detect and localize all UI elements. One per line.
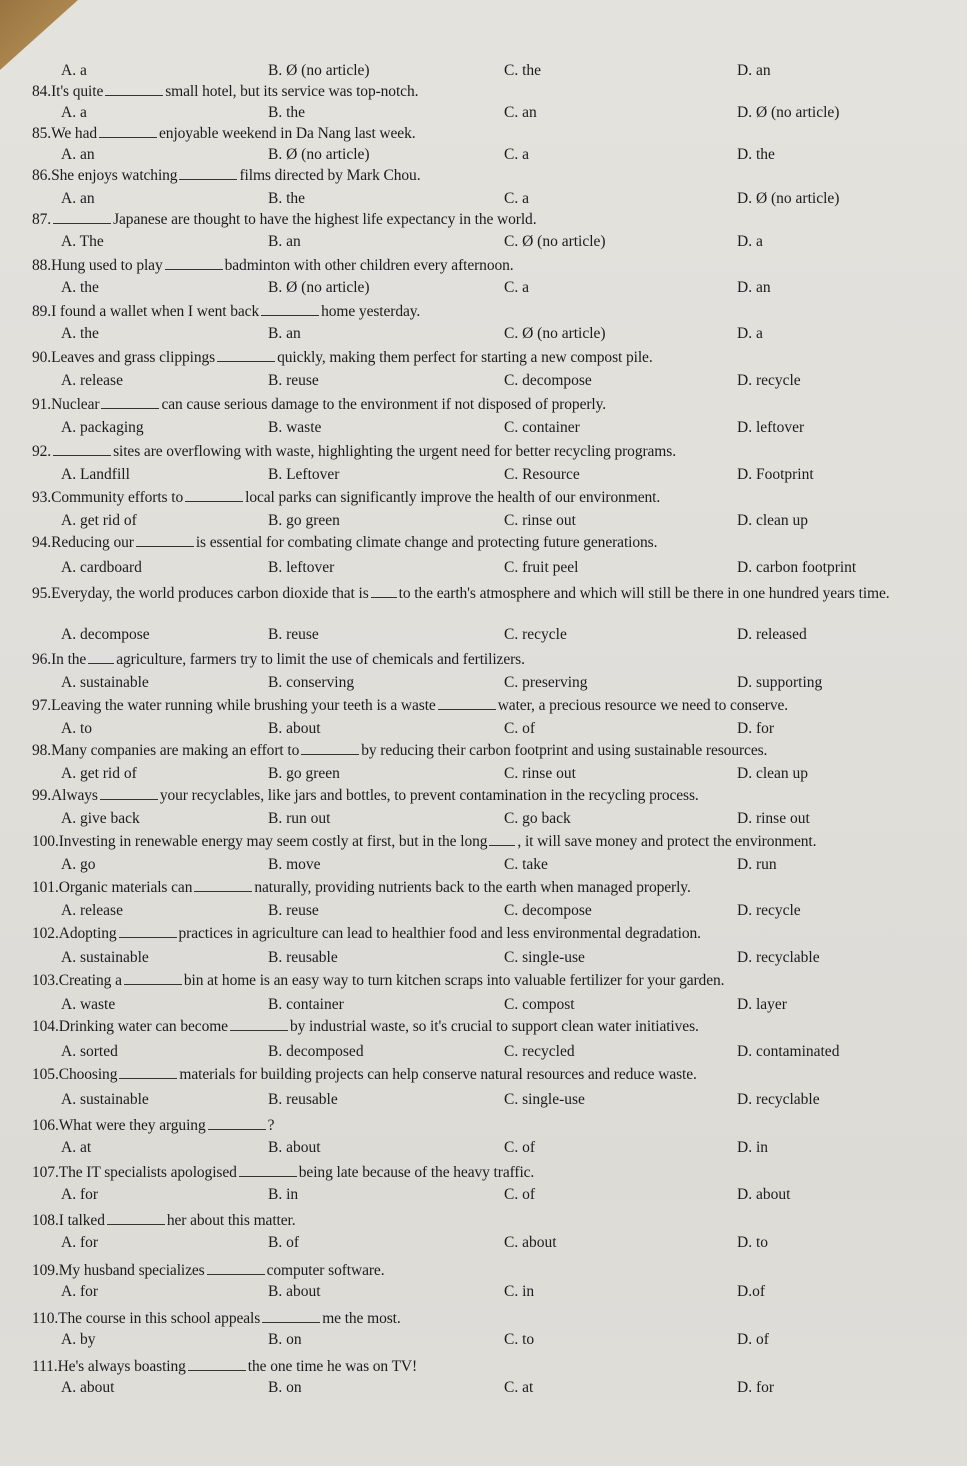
question-number: 91. [32,396,52,413]
question-86 [32,167,420,185]
option-b: B. reuse [268,372,319,389]
question-text-after: naturally, providing nutrients back to the earth when managed properly. [254,879,691,896]
options-row [0,996,967,1016]
question-number: 96. [32,651,52,668]
option-b: B. go green [268,512,340,529]
option-b: B. Ø (no article) [268,62,370,79]
question-text-before: Leaves and grass clippings [51,349,216,366]
answer-blank [119,925,177,938]
option-d: D. Ø (no article) [737,104,840,121]
question-text-before: Adopting [58,925,117,942]
option-d: D. run [737,856,777,873]
option-b: B. waste [268,419,322,436]
options-row [0,720,967,740]
question-text-after: enjoyable weekend in Da Nang last week. [159,125,416,142]
answer-blank [489,833,515,846]
question-85 [32,125,416,143]
leading-options-row [0,62,967,82]
option-d: D. layer [737,996,787,1013]
option-d: D. released [737,626,807,643]
option-d: D. about [737,1186,791,1203]
option-c: C. Resource [504,466,580,483]
question-text-after: badminton with other children every afternoon. [224,257,514,274]
option-a: A. go [61,856,96,873]
option-d: D. the [737,146,775,163]
option-a: A. an [61,190,95,207]
question-text-before: She enjoys watching [51,167,178,184]
option-b: B. reusable [268,949,338,966]
option-c: C. single-use [504,1091,585,1108]
answer-blank [261,303,319,316]
question-text-after: local parks can significantly improve the health of our environment. [245,489,661,506]
question-93 [32,489,660,507]
option-c: C. compost [504,996,575,1013]
question-text-after: , it will save money and protect the environment. [517,833,817,850]
question-99 [32,787,699,805]
option-a: A. an [61,146,95,163]
option-a: A. release [61,372,123,389]
options-row [0,674,967,694]
question-text-before: Leaving the water running while brushing your teeth is a waste [51,697,436,714]
option-b: B. decomposed [268,1043,364,1060]
option-a: A. sorted [61,1043,118,1060]
option-a: A. get rid of [61,512,137,529]
options-row [0,1186,967,1206]
option-c: C. preserving [504,674,588,691]
question-number: 86. [32,167,52,184]
answer-blank [371,585,397,598]
question-text-after: practices in agriculture can lead to healthier food and less environmental degradation. [178,925,701,942]
answer-blank [185,489,243,502]
option-b: B. an [268,233,301,250]
question-text-after: bin at home is an easy way to turn kitchen scraps into valuable fertilizer for your garden. [183,972,725,989]
options-row [0,765,967,785]
option-a: A. a [61,62,87,79]
options-row [0,512,967,532]
question-number: 109. [32,1262,59,1279]
question-number: 95. [32,585,52,602]
option-d: D. of [737,1331,769,1348]
option-d: D. recyclable [737,949,820,966]
option-c: C. the [504,62,542,79]
option-d: D. clean up [737,512,809,529]
question-number: 94. [32,534,52,551]
options-row [0,1379,967,1399]
question-98 [32,742,767,760]
options-row [0,1139,967,1159]
question-text-after: home yesterday. [321,303,421,320]
answer-blank [194,879,252,892]
question-89 [32,303,420,321]
option-c: C. decompose [504,902,592,919]
question-number: 93. [32,489,52,506]
option-c: C. take [504,856,548,873]
answer-blank [105,83,163,96]
question-number: 111. [32,1358,58,1375]
answer-blank [208,1117,266,1130]
question-105 [32,1066,697,1084]
options-row [0,466,967,486]
options-row [0,626,967,646]
answer-blank [239,1164,297,1177]
option-d: D. an [737,62,771,79]
question-number: 92. [32,443,52,460]
option-d: D. recycle [737,372,801,389]
question-text-before: My husband specializes [58,1262,205,1279]
question-text-before: The course in this school appeals [58,1310,261,1327]
option-d: D. contaminated [737,1043,840,1060]
options-row [0,1043,967,1063]
option-b: B. Leftover [268,466,340,483]
option-d: D. recyclable [737,1091,820,1108]
question-number: 84. [32,83,52,100]
question-text-after: small hotel, but its service was top-notch. [165,83,419,100]
answer-blank [165,257,223,270]
question-text-after: your recyclables, like jars and bottles, to prevent contamination in the recycling process. [159,787,699,804]
option-c: C. recycled [504,1043,575,1060]
option-c: C. container [504,419,580,436]
question-text-after: being late because of the heavy traffic. [298,1164,535,1181]
option-a: A. for [61,1234,99,1251]
question-text-after: the one time he was on TV! [247,1358,418,1375]
option-a: A. get rid of [61,765,137,782]
question-text-before: Everyday, the world produces carbon dioxide that is [51,585,369,602]
question-91 [32,396,606,414]
option-a: A. the [61,325,99,342]
option-b: B. conserving [268,674,355,691]
option-c: C. a [504,279,529,296]
question-number: 108. [32,1212,59,1229]
option-b: B. about [268,1139,321,1156]
question-101 [32,879,691,897]
options-row [0,419,967,439]
question-text-after: agriculture, farmers try to limit the use of chemicals and fertilizers. [116,651,525,668]
question-text-before: Many companies are making an effort to [51,742,300,759]
question-number: 107. [32,1164,59,1181]
answer-blank [179,167,237,180]
option-c: C. in [504,1283,535,1300]
option-b: B. move [268,856,321,873]
option-a: A. the [61,279,99,296]
options-row [0,146,967,166]
option-b: B. the [268,190,306,207]
question-text-after: her about this matter. [166,1212,296,1229]
question-104 [32,1018,699,1036]
question-number: 99. [32,787,52,804]
option-b: B. run out [268,810,331,827]
question-text-before: I found a wallet when I went back [51,303,260,320]
option-b: B. on [268,1379,302,1396]
option-c: C. Ø (no article) [504,325,606,342]
option-c: C. of [504,1186,535,1203]
option-c: C. of [504,720,535,737]
question-text-after: materials for building projects can help conserve natural resources and reduce waste. [179,1066,697,1083]
option-a: A. give back [61,810,140,827]
question-109 [32,1262,384,1280]
question-text-after: by industrial waste, so it's crucial to support clean water initiatives. [289,1018,699,1035]
question-number: 88. [32,257,52,274]
question-text-before: Nuclear [51,396,100,413]
option-c: C. a [504,146,529,163]
option-b: B. Ø (no article) [268,146,370,163]
question-text-after: computer software. [266,1262,385,1279]
question-text-after: ? [267,1117,275,1134]
question-number: 106. [32,1117,59,1134]
question-110 [32,1310,401,1328]
option-d: D. supporting [737,674,823,691]
option-c: C. decompose [504,372,592,389]
option-a: A. sustainable [61,1091,149,1108]
question-87 [32,211,536,229]
option-d: D. carbon footprint [737,559,857,576]
option-b: B. an [268,325,301,342]
option-d: D. to [737,1234,768,1251]
option-b: B. reuse [268,626,319,643]
options-row [0,810,967,830]
options-row [0,104,967,124]
question-text-before: The IT specialists apologised [58,1164,237,1181]
options-row [0,949,967,969]
option-b: B. the [268,104,306,121]
question-94 [32,534,657,552]
question-text-after: me the most. [322,1310,401,1327]
question-103 [32,972,724,990]
question-text-after: to the earth's atmosphere and which will still be there in one hundred years time. [398,585,890,602]
question-text-before: Community efforts to [51,489,184,506]
answer-blank [119,1066,177,1079]
option-d: D. in [737,1139,768,1156]
question-number: 98. [32,742,52,759]
options-row [0,1091,967,1111]
option-a: A. a [61,104,87,121]
option-a: A. about [61,1379,115,1396]
answer-blank [262,1310,320,1323]
question-text-before: He's always boasting [57,1358,186,1375]
question-text-before: We had [51,125,98,142]
option-d: D. a [737,325,763,342]
option-b: B. on [268,1331,302,1348]
answer-blank [124,972,182,985]
option-a: A. for [61,1283,99,1300]
question-number: 103. [32,972,59,989]
question-number: 104. [32,1018,59,1035]
option-c: C. about [504,1234,557,1251]
option-c: C. rinse out [504,512,576,529]
answer-blank [207,1262,265,1275]
question-number: 87. [32,211,52,228]
question-95 [32,582,947,606]
option-a: A. to [61,720,92,737]
question-number: 110. [32,1310,59,1327]
option-c: C. recycle [504,626,567,643]
answer-blank [101,396,159,409]
question-text-before: I talked [58,1212,105,1229]
answer-blank [301,742,359,755]
question-text-before: Always [51,787,98,804]
option-d: D.of [737,1283,765,1300]
option-b: B. about [268,720,321,737]
option-c: C. to [504,1331,535,1348]
option-d: D. rinse out [737,810,810,827]
question-96 [32,651,525,669]
answer-blank [53,211,111,224]
question-text-before: It's quite [51,83,104,100]
answer-blank [53,443,111,456]
option-c: C. an [504,104,537,121]
option-b: B. leftover [268,559,335,576]
question-text-after: quickly, making them perfect for starting a new compost pile. [277,349,653,366]
question-90 [32,349,653,367]
option-d: D. for [737,720,775,737]
option-d: D. Footprint [737,466,814,483]
option-d: D. clean up [737,765,809,782]
option-a: A. sustainable [61,674,149,691]
question-84 [32,83,418,101]
question-text-before: What were they arguing [58,1117,206,1134]
options-row [0,233,967,253]
option-a: A. release [61,902,123,919]
question-text-before: Reducing our [51,534,134,551]
options-row [0,856,967,876]
question-text-before: In the [51,651,87,668]
option-a: A. cardboard [61,559,142,576]
options-row [0,279,967,299]
option-b: B. reuse [268,902,319,919]
question-107 [32,1164,534,1182]
option-c: C. at [504,1379,534,1396]
question-text-after: can cause serious damage to the environment if not disposed of properly. [161,396,607,413]
answer-blank [100,787,158,800]
question-number: 90. [32,349,52,366]
option-d: D. a [737,233,763,250]
option-a: A. by [61,1331,96,1348]
option-c: C. single-use [504,949,585,966]
option-a: A. sustainable [61,949,149,966]
question-text-before: Creating a [58,972,122,989]
options-row [0,325,967,345]
question-102 [32,925,701,943]
option-c: C. Ø (no article) [504,233,606,250]
option-d: D. Ø (no article) [737,190,840,207]
question-number: 85. [32,125,52,142]
question-106 [32,1117,274,1135]
option-b: B. container [268,996,344,1013]
question-number: 100. [32,833,59,850]
option-d: D. leftover [737,419,805,436]
option-c: C. a [504,190,529,207]
question-text-after: by reducing their carbon footprint and using sustainable resources. [361,742,768,759]
question-text-before: Organic materials can [58,879,193,896]
option-c: C. go back [504,810,571,827]
option-d: D. for [737,1379,775,1396]
option-b: B. in [268,1186,299,1203]
options-row [0,902,967,922]
option-a: A. at [61,1139,92,1156]
option-c: C. of [504,1139,535,1156]
option-a: A. for [61,1186,99,1203]
option-b: B. about [268,1283,321,1300]
question-text-before: Choosing [58,1066,118,1083]
option-b: B. go green [268,765,340,782]
options-row [0,1234,967,1254]
question-text-after: Japanese are thought to have the highest life expectancy in the world. [113,211,537,228]
question-number: 97. [32,697,52,714]
question-text-before: Investing in renewable energy may seem costly at first, but in the long [58,833,488,850]
answer-blank [217,349,275,362]
options-row [0,372,967,392]
options-row [0,190,967,210]
answer-blank [107,1212,165,1225]
option-c: C. rinse out [504,765,576,782]
answer-blank [99,125,157,138]
option-b: B. Ø (no article) [268,279,370,296]
question-number: 89. [32,303,52,320]
question-text-before: Hung used to play [51,257,163,274]
answer-blank [136,534,194,547]
question-text-after: water, a precious resource we need to conserve. [497,697,789,714]
option-b: B. reusable [268,1091,338,1108]
question-111 [32,1358,417,1376]
options-row [0,1283,967,1303]
option-d: D. an [737,279,771,296]
question-100 [32,833,816,851]
option-b: B. of [268,1234,299,1251]
option-a: A. The [61,233,104,250]
question-text-before: Drinking water can become [58,1018,228,1035]
option-a: A. decompose [61,626,150,643]
answer-blank [188,1358,246,1371]
question-108 [32,1212,296,1230]
question-number: 101. [32,879,59,896]
question-number: 102. [32,925,59,942]
option-a: A. Landfill [61,466,130,483]
question-92 [32,443,676,461]
options-row [0,1331,967,1351]
option-a: A. packaging [61,419,144,436]
answer-blank [88,651,114,664]
question-number: 105. [32,1066,59,1083]
option-c: C. fruit peel [504,559,579,576]
option-d: D. recycle [737,902,801,919]
options-row [0,559,967,579]
question-text-after: films directed by Mark Chou. [239,167,421,184]
answer-blank [438,697,496,710]
option-a: A. waste [61,996,116,1013]
question-text-after: is essential for combating climate change and protecting future generations. [195,534,658,551]
question-97 [32,697,788,715]
question-88 [32,257,514,275]
answer-blank [230,1018,288,1031]
question-text-after: sites are overflowing with waste, highlighting the urgent need for better recycling programs. [113,443,676,460]
